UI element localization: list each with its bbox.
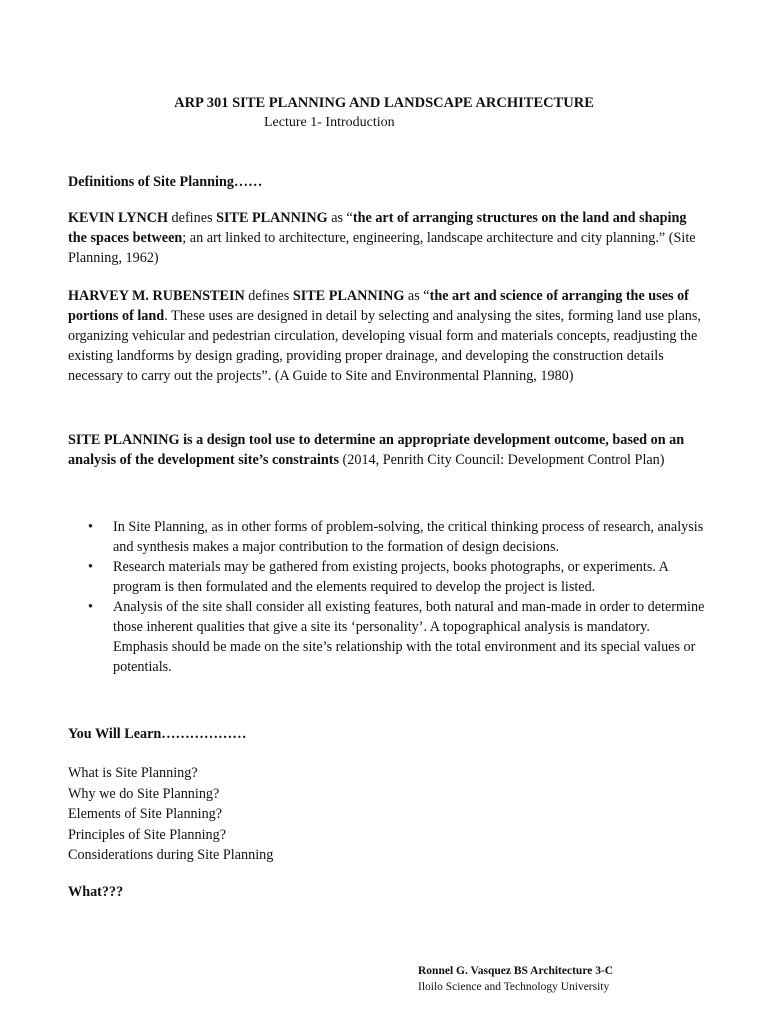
bullet-icon: • [88,519,93,535]
learn-item: Principles of Site Planning? [68,826,227,843]
learn-heading: You Will Learn……………… [68,726,247,742]
footer-school: Iloilo Science and Technology University [418,981,610,993]
design-tool-rest: (2014, Penrith City Council: Development Control Plan) [339,452,665,468]
bullet-icon: • [88,559,93,575]
lynch-paragraph [68,208,702,268]
design-tool-bold: SITE PLANNING is a design tool use to determine an appropriate development outcome, based on an analysis of the development site’s constraints [68,432,685,468]
rubenstein-term: SITE PLANNING [292,288,405,304]
what-heading: What??? [68,884,124,900]
bullet-item [68,597,708,677]
learn-item: Considerations during Site Planning [68,847,274,864]
document-title: ARP 301 SITE PLANNING AND LANDSCAPE ARCHITECTURE [174,95,594,111]
rubenstein-paragraph [68,286,702,386]
definitions-heading: Definitions of Site Planning…… [68,174,263,190]
rubenstein-defines: defines [244,288,293,304]
rubenstein-rest: . These uses are designed in detail by selecting and analysing the sites, forming land use plans, organizing vehicular and pedestrian circulation, developing visual form and materials concepts, readjusting the existing landforms by design grading, providing proper drainage, and developing the construction details necessary to carry out the projects”. (A Guide to Site and Environmental Planning, 1980) [68,308,701,384]
rubenstein-name: HARVEY M. RUBENSTEIN [68,288,245,304]
lynch-quote: the art of arranging structures on the land and shaping the spaces between [68,210,687,246]
footer-author: Ronnel G. Vasquez BS Architecture 3-C [418,965,614,977]
learn-list [68,763,273,866]
footer [418,963,613,995]
lynch-rest: ; an art linked to architecture, engineering, landscape architecture and city planning.” (Site Planning, 1962) [68,230,696,266]
rubenstein-quote: the art and science of arranging the uses of portions of land [68,288,689,324]
learn-item: Elements of Site Planning? [68,806,223,823]
bullet-list [68,517,708,677]
bullet-text: Research materials may be gathered from existing projects, books photographs, or experiments. A program is then formulated and the elements required to develop the project is listed. [113,559,669,595]
bullet-text: In Site Planning, as in other forms of problem-solving, the critical thinking process of research, analysis and synthesis makes a major contribution to the formation of design decisions. [113,519,704,555]
lynch-defines: defines [168,210,217,226]
bullet-text: Analysis of the site shall consider all existing features, both natural and man-made in order to determine those inherent qualities that give a site its ‘personality’. A topographical analysis is mandatory. Emphasis should be made on the site’s relationship with the total environment and its special values or potentials. [113,599,705,675]
document-subtitle: Lecture 1- Introduction [264,115,395,130]
lynch-as: as “ [327,210,353,226]
lynch-term: SITE PLANNING [216,210,328,226]
bullet-item [68,557,708,597]
learn-item: Why we do Site Planning? [68,785,220,802]
design-tool-paragraph [68,430,702,470]
lynch-name: KEVIN LYNCH [68,210,168,226]
bullet-icon: • [88,599,93,615]
learn-item: What is Site Planning? [68,765,198,781]
bullet-item [68,517,708,557]
rubenstein-as: as “ [404,288,430,304]
